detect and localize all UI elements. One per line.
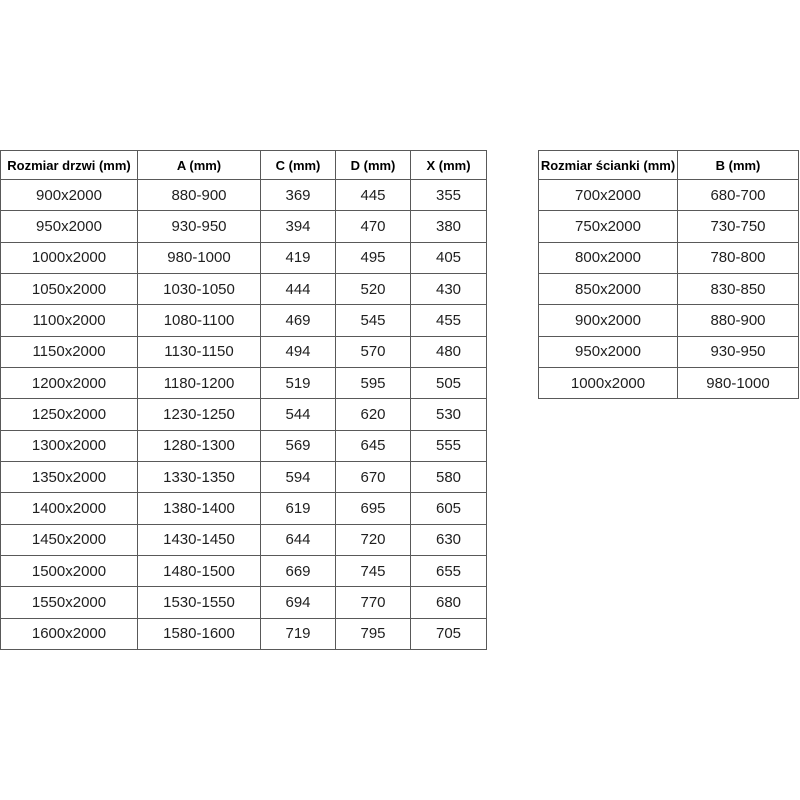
table-row — [1, 524, 487, 555]
table-row — [1, 618, 487, 649]
door-x-cell: 380 — [411, 211, 487, 242]
door-c-cell: 669 — [261, 555, 336, 586]
door-c-cell: 544 — [261, 399, 336, 430]
door-size-cell: 1500x2000 — [1, 555, 138, 586]
table-row — [1, 180, 487, 211]
wall-size-cell: 800x2000 — [539, 242, 678, 273]
door-c-cell: 469 — [261, 305, 336, 336]
door-c-cell: 494 — [261, 336, 336, 367]
door-c-cell: 369 — [261, 180, 336, 211]
door-size-table — [0, 150, 487, 650]
door-a-cell: 880-900 — [138, 180, 261, 211]
door-size-cell: 950x2000 — [1, 211, 138, 242]
door-size-cell: 1450x2000 — [1, 524, 138, 555]
wall-b-cell: 980-1000 — [678, 367, 799, 398]
door-d-cell: 645 — [336, 430, 411, 461]
door-a-cell: 1180-1200 — [138, 367, 261, 398]
door-c-cell: 619 — [261, 493, 336, 524]
wall-size-table — [538, 150, 799, 399]
door-size-cell: 1050x2000 — [1, 273, 138, 304]
door-a-cell: 980-1000 — [138, 242, 261, 273]
wall-b-cell: 880-900 — [678, 305, 799, 336]
door-d-cell: 445 — [336, 180, 411, 211]
door-a-cell: 1230-1250 — [138, 399, 261, 430]
wall-size-cell: 900x2000 — [539, 305, 678, 336]
wall-size-cell: 750x2000 — [539, 211, 678, 242]
door-size-cell: 1400x2000 — [1, 493, 138, 524]
door-c-cell: 444 — [261, 273, 336, 304]
door-size-cell: 1350x2000 — [1, 461, 138, 492]
wall-b-cell: 830-850 — [678, 273, 799, 304]
door-table-header-row — [1, 151, 487, 180]
wall-size-cell: 1000x2000 — [539, 367, 678, 398]
door-size-cell: 1250x2000 — [1, 399, 138, 430]
door-d-cell: 545 — [336, 305, 411, 336]
door-d-cell: 495 — [336, 242, 411, 273]
door-d-cell: 795 — [336, 618, 411, 649]
table-row — [539, 273, 799, 304]
table-row — [539, 305, 799, 336]
door-d-cell: 720 — [336, 524, 411, 555]
door-c-cell: 419 — [261, 242, 336, 273]
door-size-cell: 1600x2000 — [1, 618, 138, 649]
door-d-cell: 695 — [336, 493, 411, 524]
door-size-cell: 1100x2000 — [1, 305, 138, 336]
door-a-cell: 1080-1100 — [138, 305, 261, 336]
door-x-cell: 480 — [411, 336, 487, 367]
table-row — [539, 367, 799, 398]
door-x-cell: 455 — [411, 305, 487, 336]
door-d-cell: 470 — [336, 211, 411, 242]
door-x-cell: 555 — [411, 430, 487, 461]
table-row — [1, 211, 487, 242]
door-c-cell: 569 — [261, 430, 336, 461]
door-size-cell: 1000x2000 — [1, 242, 138, 273]
door-x-cell: 705 — [411, 618, 487, 649]
door-c-cell: 519 — [261, 367, 336, 398]
door-x-cell: 605 — [411, 493, 487, 524]
wall-size-cell: 700x2000 — [539, 180, 678, 211]
door-a-cell: 1330-1350 — [138, 461, 261, 492]
door-d-cell: 620 — [336, 399, 411, 430]
door-size-cell: 1200x2000 — [1, 367, 138, 398]
table-row — [1, 555, 487, 586]
door-a-cell: 930-950 — [138, 211, 261, 242]
table-row — [1, 461, 487, 492]
door-size-cell: 900x2000 — [1, 180, 138, 211]
door-table-header-a: A (mm) — [138, 151, 261, 180]
door-size-cell: 1150x2000 — [1, 336, 138, 367]
table-row — [539, 211, 799, 242]
wall-b-cell: 680-700 — [678, 180, 799, 211]
door-table-header-d: D (mm) — [336, 151, 411, 180]
table-row — [1, 336, 487, 367]
door-a-cell: 1430-1450 — [138, 524, 261, 555]
table-row — [1, 242, 487, 273]
wall-table-header-size: Rozmiar ścianki (mm) — [539, 151, 678, 180]
table-row — [1, 493, 487, 524]
door-d-cell: 520 — [336, 273, 411, 304]
door-x-cell: 580 — [411, 461, 487, 492]
door-size-cell: 1300x2000 — [1, 430, 138, 461]
door-c-cell: 644 — [261, 524, 336, 555]
door-x-cell: 430 — [411, 273, 487, 304]
table-row — [1, 305, 487, 336]
door-d-cell: 770 — [336, 587, 411, 618]
wall-size-cell: 950x2000 — [539, 336, 678, 367]
wall-b-cell: 930-950 — [678, 336, 799, 367]
door-table-header-x: X (mm) — [411, 151, 487, 180]
table-row — [539, 180, 799, 211]
table-row — [1, 367, 487, 398]
table-row — [1, 430, 487, 461]
door-x-cell: 530 — [411, 399, 487, 430]
door-x-cell: 680 — [411, 587, 487, 618]
door-x-cell: 630 — [411, 524, 487, 555]
wall-table-header-row — [539, 151, 799, 180]
table-row — [1, 587, 487, 618]
door-d-cell: 570 — [336, 336, 411, 367]
door-d-cell: 745 — [336, 555, 411, 586]
door-a-cell: 1280-1300 — [138, 430, 261, 461]
door-c-cell: 719 — [261, 618, 336, 649]
door-c-cell: 394 — [261, 211, 336, 242]
table-row — [1, 273, 487, 304]
door-x-cell: 655 — [411, 555, 487, 586]
table-row — [1, 399, 487, 430]
door-table-header-size: Rozmiar drzwi (mm) — [1, 151, 138, 180]
wall-table-header-b: B (mm) — [678, 151, 799, 180]
door-a-cell: 1380-1400 — [138, 493, 261, 524]
table-row — [539, 336, 799, 367]
door-x-cell: 405 — [411, 242, 487, 273]
wall-b-cell: 780-800 — [678, 242, 799, 273]
door-x-cell: 505 — [411, 367, 487, 398]
table-row — [539, 242, 799, 273]
door-d-cell: 670 — [336, 461, 411, 492]
wall-b-cell: 730-750 — [678, 211, 799, 242]
door-a-cell: 1480-1500 — [138, 555, 261, 586]
wall-size-cell: 850x2000 — [539, 273, 678, 304]
door-a-cell: 1580-1600 — [138, 618, 261, 649]
door-x-cell: 355 — [411, 180, 487, 211]
door-a-cell: 1130-1150 — [138, 336, 261, 367]
door-c-cell: 694 — [261, 587, 336, 618]
door-size-cell: 1550x2000 — [1, 587, 138, 618]
door-c-cell: 594 — [261, 461, 336, 492]
door-d-cell: 595 — [336, 367, 411, 398]
door-a-cell: 1530-1550 — [138, 587, 261, 618]
door-table-header-c: C (mm) — [261, 151, 336, 180]
door-a-cell: 1030-1050 — [138, 273, 261, 304]
